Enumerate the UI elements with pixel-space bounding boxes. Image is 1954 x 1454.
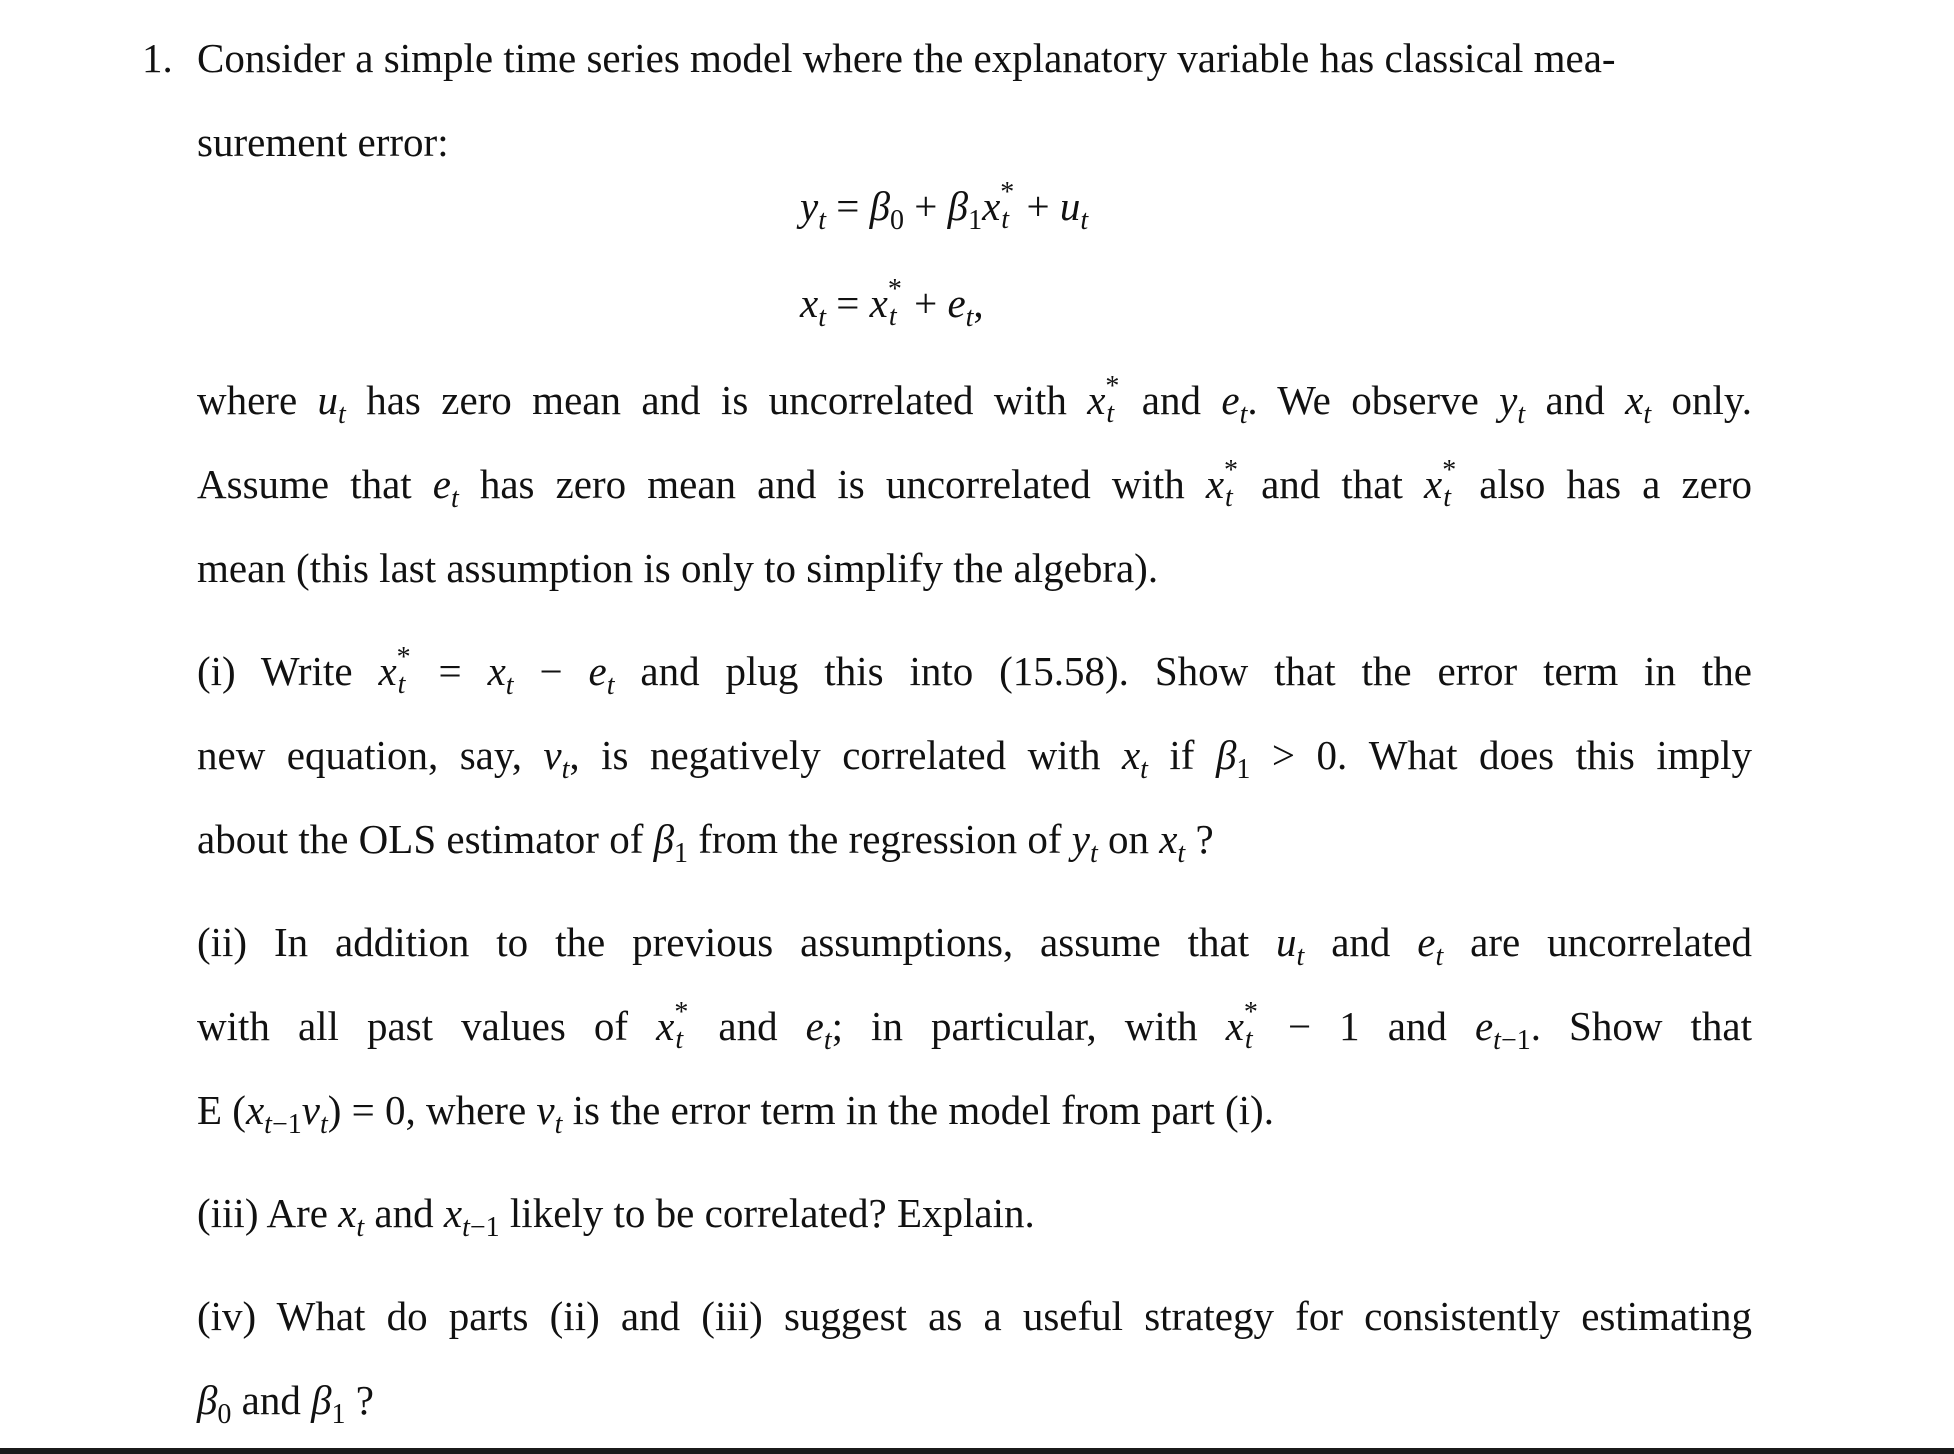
assumption-line-3: mean (this last assumption is only to simplify the algebra). [197, 545, 1159, 591]
assumption-line-1: where $u_t$ has zero mean and is uncorrelated with x * t and $e_t$. We observe $y_t$ and $x_t$ only. [197, 371, 1752, 430]
part-iv-line-2: $\beta_0$ and $\beta_1$ ? [197, 1377, 374, 1430]
bottom-border [0, 1448, 1954, 1454]
part-ii-line-3: E $(x_{t-1}v_t) = 0$, where $v_t$ is the error term in the model from part (i). [197, 1087, 1274, 1140]
part-i-line-3: about the OLS estimator of $\beta_1$ from the regression of $y_t$ on $x_t$ ? [197, 816, 1214, 869]
equation-y: $y_t = \beta_0 + \beta_1x$ * t + $u_t$ [800, 177, 1089, 236]
intro-line-1: Consider a simple time series model where the explanatory variable has classical mea- [197, 35, 1616, 81]
equation-x: $x_t = x$ * t + $e_t$, [800, 274, 984, 333]
problem-number: 1. [142, 35, 173, 81]
part-i-line-1: (i) Write x * t = $x_t - e_t$ and plug this into (15.58). Show that the error term in the [197, 642, 1752, 701]
part-i-line-2: new equation, say, $v_t$, is negatively correlated with $x_t$ if $\beta_1 > 0$. What does this imply [197, 732, 1752, 785]
assumption-line-2: Assume that $e_t$ has zero mean and is uncorrelated with x * t and that x * t also has a zero [197, 455, 1752, 514]
intro-line-2: surement error: [197, 119, 449, 165]
part-iv-line-1: (iv) What do parts (ii) and (iii) suggest as a useful strategy for consistently estimating [197, 1293, 1752, 1339]
part-ii-line-2: with all past values of x * t and $e_t$; in particular, with x * t − 1 and $e_{t-1}$. Show that [197, 997, 1753, 1056]
part-iii-line-1: (iii) Are $x_t$ and $x_{t-1}$ likely to be correlated? Explain. [197, 1190, 1035, 1243]
part-ii-line-1: (ii) In addition to the previous assumptions, assume that $u_t$ and $e_t$ are uncorrelated [197, 919, 1752, 972]
